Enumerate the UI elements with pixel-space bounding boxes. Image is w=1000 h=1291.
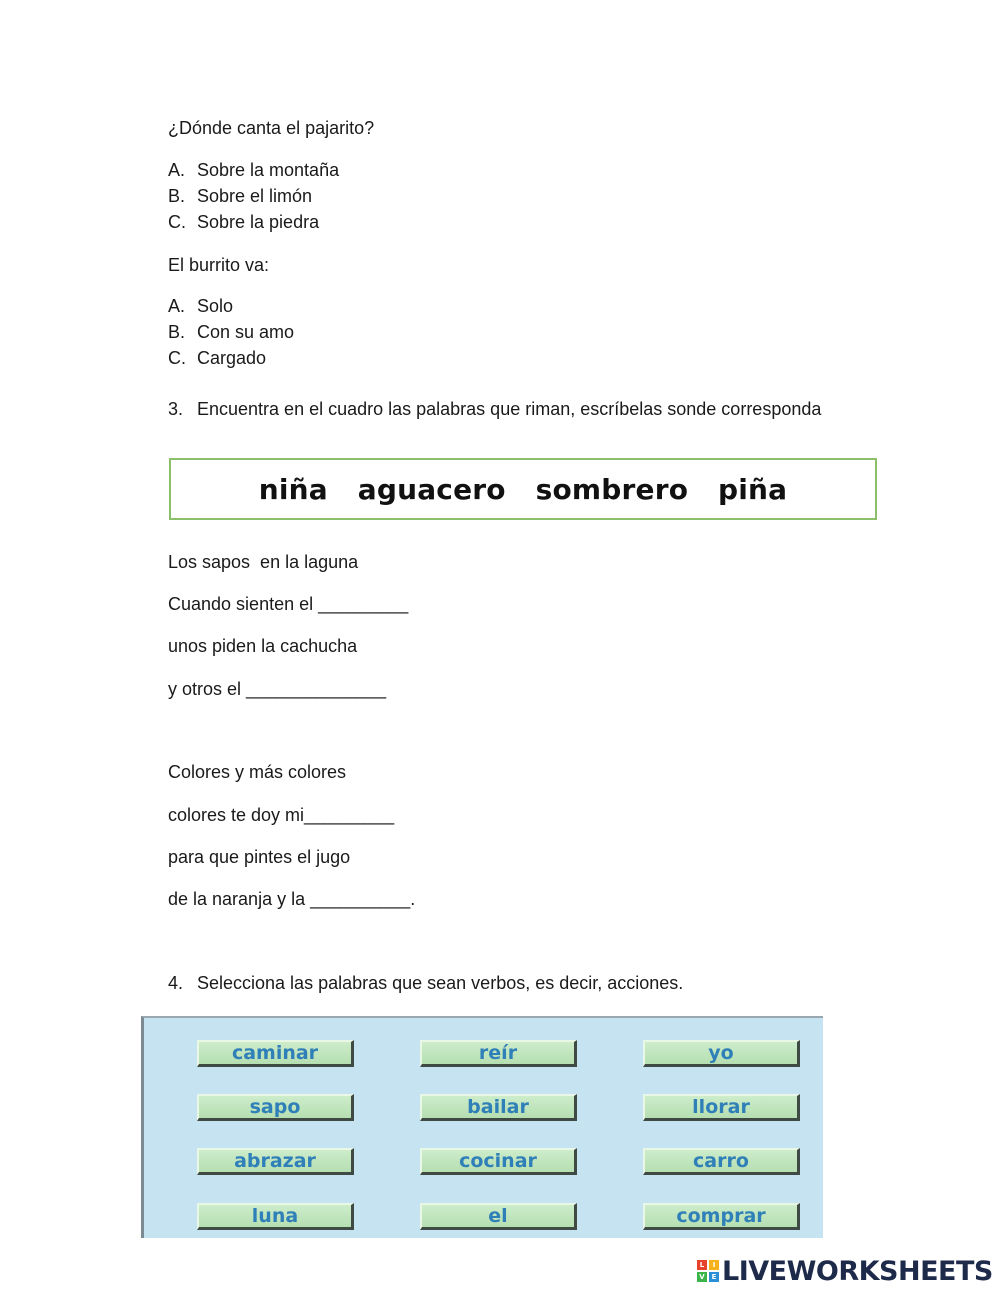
option-text: Sobre la piedra <box>197 212 320 232</box>
poem2-line-4-blank[interactable]: de la naranja y la __________. <box>168 889 416 909</box>
word-button-el[interactable]: el <box>420 1203 577 1230</box>
word-button-caminar[interactable]: caminar <box>197 1040 354 1067</box>
poem1-line-4-blank[interactable]: y otros el ______________ <box>168 679 387 699</box>
word-bank: niña aguacero sombrero piña <box>258 472 788 506</box>
option-letter: C. <box>168 212 186 232</box>
instruction-text: Encuentra en el cuadro las palabras que riman, escríbelas sonde corresponda <box>197 399 822 419</box>
verb-selection-panel <box>141 1016 823 1238</box>
question-number: 3. <box>168 399 184 419</box>
word-button-sapo[interactable]: sapo <box>197 1094 354 1121</box>
question-4-instruction <box>168 970 868 996</box>
q2-option-b <box>168 321 294 343</box>
q1-option-c <box>168 211 319 233</box>
poem1-line-2-blank[interactable]: Cuando sienten el _________ <box>168 594 409 614</box>
instruction-text: Selecciona las palabras que sean verbos, es decir, acciones. <box>197 973 684 993</box>
poem1-line-3: unos piden la cachucha <box>168 636 358 656</box>
poem2-line-1: Colores y más colores <box>168 762 347 782</box>
logo-block-v: V <box>697 1272 707 1282</box>
word-bank-box <box>169 458 877 520</box>
option-letter: A. <box>168 296 186 316</box>
q1-option-b <box>168 185 312 207</box>
q2-option-a <box>168 295 233 317</box>
option-text: Sobre la montaña <box>197 160 340 180</box>
word-button-cocinar[interactable]: cocinar <box>420 1148 577 1175</box>
poem1-line-1: Los sapos en la laguna <box>168 552 359 572</box>
option-letter: B. <box>168 322 186 342</box>
q1-option-a <box>168 159 339 181</box>
option-text: Cargado <box>197 348 267 368</box>
logo-block-i: I <box>709 1260 719 1270</box>
option-text: Con su amo <box>197 322 295 342</box>
question-2-text: El burrito va: <box>168 255 270 275</box>
logo-block-e: E <box>709 1272 719 1282</box>
word-button-luna[interactable]: luna <box>197 1203 354 1230</box>
option-letter: C. <box>168 348 186 368</box>
poem2-line-3: para que pintes el jugo <box>168 847 351 867</box>
option-text: Sobre el limón <box>197 186 313 206</box>
logo-brand-text: LIVEWORKSHEETS <box>722 1255 993 1287</box>
word-button-llorar[interactable]: llorar <box>643 1094 800 1121</box>
logo-blocks-icon <box>697 1260 719 1282</box>
logo-block-l: L <box>697 1260 707 1270</box>
q2-option-c <box>168 347 266 369</box>
word-button-comprar[interactable]: comprar <box>643 1203 800 1230</box>
word-button-reir[interactable]: reír <box>420 1040 577 1067</box>
word-button-abrazar[interactable]: abrazar <box>197 1148 354 1175</box>
question-1-text: ¿Dónde canta el pajarito? <box>168 118 375 138</box>
word-button-bailar[interactable]: bailar <box>420 1094 577 1121</box>
word-button-carro[interactable]: carro <box>643 1148 800 1175</box>
option-letter: A. <box>168 160 186 180</box>
word-button-yo[interactable]: yo <box>643 1040 800 1067</box>
poem2-line-2-blank[interactable]: colores te doy mi_________ <box>168 805 395 825</box>
question-3-instruction <box>168 396 868 450</box>
question-number: 4. <box>168 973 184 993</box>
liveworksheets-logo <box>697 1254 993 1288</box>
option-text: Solo <box>197 296 234 316</box>
option-letter: B. <box>168 186 186 206</box>
